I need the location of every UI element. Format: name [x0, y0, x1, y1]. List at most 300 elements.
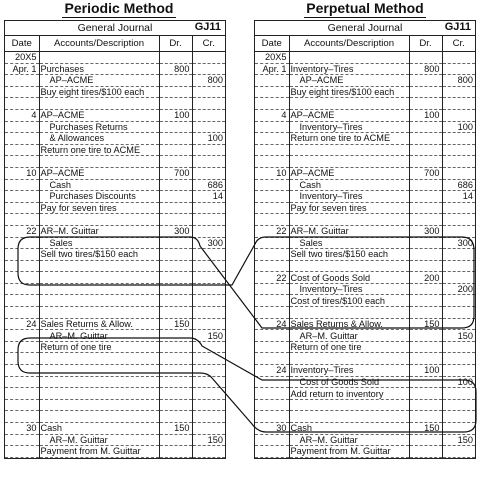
credit-cell — [192, 202, 225, 214]
date-cell — [255, 399, 289, 411]
debit-cell — [409, 341, 442, 353]
journal-row — [255, 191, 475, 203]
debit-cell — [409, 295, 442, 307]
credit-cell — [442, 365, 475, 377]
journal-row — [5, 434, 225, 446]
journal-row — [255, 330, 475, 342]
periodic-journal-table — [5, 36, 225, 458]
journal-row — [5, 446, 225, 458]
account-cell: Sales Returns & Allow. — [39, 318, 159, 330]
journal-row — [255, 423, 475, 435]
credit-cell: 14 — [192, 191, 225, 203]
credit-cell — [192, 365, 225, 377]
date-cell — [255, 307, 289, 319]
journal-row — [255, 109, 475, 121]
credit-cell — [192, 446, 225, 458]
debit-cell — [409, 399, 442, 411]
account-cell: Sales — [289, 237, 409, 249]
date-cell: 10 — [5, 167, 39, 179]
journal-row — [5, 202, 225, 214]
journal-row — [255, 376, 475, 388]
account-cell: Buy eight tires/$100 each — [39, 86, 159, 98]
debit-cell: 300 — [409, 225, 442, 237]
account-cell — [289, 52, 409, 64]
date-cell — [255, 179, 289, 191]
account-cell — [289, 353, 409, 365]
date-cell — [255, 434, 289, 446]
credit-cell: 150 — [442, 330, 475, 342]
credit-cell: 686 — [442, 179, 475, 191]
journal-row — [5, 307, 225, 319]
date-cell — [5, 75, 39, 87]
credit-cell — [192, 167, 225, 179]
debit-cell — [159, 330, 192, 342]
perpetual-journal-body — [255, 52, 475, 458]
date-cell — [5, 249, 39, 261]
debit-cell — [159, 52, 192, 64]
debit-cell — [159, 156, 192, 168]
account-cell: Inventory–Tires — [289, 63, 409, 75]
date-cell — [5, 307, 39, 319]
account-cell — [39, 98, 159, 110]
credit-cell — [442, 399, 475, 411]
date-cell: 24 — [255, 365, 289, 377]
journal-row — [5, 353, 225, 365]
journal-row — [255, 121, 475, 133]
journal-row — [5, 260, 225, 272]
debit-cell: 800 — [159, 63, 192, 75]
credit-cell — [192, 260, 225, 272]
header-row — [5, 36, 225, 52]
date-cell — [255, 283, 289, 295]
date-cell — [5, 98, 39, 110]
journal-row — [255, 75, 475, 87]
debit-cell — [159, 446, 192, 458]
journal-row — [5, 295, 225, 307]
account-cell: Cost of tires/$100 each — [289, 295, 409, 307]
date-cell: 20X5 — [5, 52, 39, 64]
credit-cell — [442, 52, 475, 64]
account-cell — [289, 307, 409, 319]
journal-row — [5, 86, 225, 98]
credit-cell — [442, 156, 475, 168]
date-cell: 24 — [5, 318, 39, 330]
credit-cell: 200 — [442, 283, 475, 295]
credit-cell — [192, 318, 225, 330]
date-cell — [5, 191, 39, 203]
account-cell: Payment from M. Guittar — [289, 446, 409, 458]
credit-cell — [442, 167, 475, 179]
periodic-method-underline — [62, 17, 176, 18]
date-cell: 10 — [255, 167, 289, 179]
credit-cell — [442, 295, 475, 307]
account-cell: Add return to inventory — [289, 388, 409, 400]
credit-cell — [442, 109, 475, 121]
credit-cell — [442, 423, 475, 435]
account-cell — [289, 156, 409, 168]
debit-cell — [159, 341, 192, 353]
date-cell — [5, 295, 39, 307]
journal-row — [255, 156, 475, 168]
debit-cell — [409, 260, 442, 272]
date-cell — [5, 399, 39, 411]
credit-cell — [192, 144, 225, 156]
credit-cell — [192, 411, 225, 423]
credit-cell: 14 — [442, 191, 475, 203]
journal-row — [5, 75, 225, 87]
account-cell — [39, 399, 159, 411]
account-cell: Payment from M. Guittar — [39, 446, 159, 458]
journal-row — [255, 446, 475, 458]
credit-cell: 300 — [442, 237, 475, 249]
account-cell: Inventory–Tires — [289, 283, 409, 295]
date-cell — [255, 237, 289, 249]
account-cell: Pay for seven tires — [289, 202, 409, 214]
credit-cell — [442, 411, 475, 423]
credit-cell — [192, 109, 225, 121]
date-cell: Apr. 1 — [5, 63, 39, 75]
journal-title-bar — [255, 21, 475, 36]
date-cell: 24 — [255, 318, 289, 330]
journal-title: General Journal — [77, 22, 153, 34]
debit-cell — [409, 98, 442, 110]
debit-cell — [409, 191, 442, 203]
credit-cell — [192, 52, 225, 64]
debit-cell — [159, 214, 192, 226]
account-cell: Sales — [39, 237, 159, 249]
journal-row — [255, 353, 475, 365]
date-cell — [5, 446, 39, 458]
account-cell — [39, 376, 159, 388]
credit-cell — [192, 98, 225, 110]
journal-row — [255, 63, 475, 75]
account-cell — [39, 411, 159, 423]
journal-row — [255, 272, 475, 284]
debit-cell — [159, 365, 192, 377]
debit-cell — [159, 283, 192, 295]
journal-row — [5, 225, 225, 237]
debit-cell — [409, 179, 442, 191]
account-cell — [39, 295, 159, 307]
account-cell: Return one tire to ACME — [39, 144, 159, 156]
date-cell — [255, 214, 289, 226]
date-header: Date — [255, 36, 289, 52]
journal-row — [5, 411, 225, 423]
journal-row — [255, 249, 475, 261]
credit-header: Cr. — [442, 36, 475, 52]
account-cell — [39, 283, 159, 295]
account-cell — [289, 144, 409, 156]
debit-cell — [159, 75, 192, 87]
credit-cell — [192, 63, 225, 75]
date-cell — [5, 156, 39, 168]
account-cell: Inventory–Tires — [289, 191, 409, 203]
date-cell — [255, 86, 289, 98]
journal-row — [255, 167, 475, 179]
date-cell — [5, 260, 39, 272]
date-cell — [255, 156, 289, 168]
debit-cell — [409, 353, 442, 365]
credit-cell — [442, 307, 475, 319]
account-cell — [289, 411, 409, 423]
journal-row — [255, 237, 475, 249]
journal-row — [5, 376, 225, 388]
journal-row — [5, 144, 225, 156]
credit-cell — [442, 388, 475, 400]
credit-cell — [442, 341, 475, 353]
account-cell: AP–ACME — [289, 109, 409, 121]
debit-cell: 100 — [409, 109, 442, 121]
debit-cell: 150 — [159, 318, 192, 330]
date-cell — [255, 121, 289, 133]
account-cell: Buy eight tires/$100 each — [289, 86, 409, 98]
debit-cell — [409, 86, 442, 98]
debit-cell — [159, 121, 192, 133]
journal-row — [5, 133, 225, 145]
credit-cell — [442, 214, 475, 226]
journal-row — [255, 388, 475, 400]
account-cell — [39, 388, 159, 400]
credit-cell — [442, 272, 475, 284]
debit-cell: 100 — [409, 365, 442, 377]
perpetual-method-heading: Perpetual Method — [306, 0, 424, 16]
date-cell: Apr. 1 — [255, 63, 289, 75]
journal-row — [255, 179, 475, 191]
journal-row — [255, 411, 475, 423]
date-cell — [255, 388, 289, 400]
journal-row — [255, 295, 475, 307]
account-cell: AR–M. Guittar — [39, 225, 159, 237]
journal-row — [255, 133, 475, 145]
account-cell — [289, 260, 409, 272]
debit-cell: 200 — [409, 272, 442, 284]
date-cell — [5, 283, 39, 295]
credit-cell: 800 — [442, 75, 475, 87]
debit-header: Dr. — [409, 36, 442, 52]
journal-row — [255, 283, 475, 295]
account-cell — [39, 214, 159, 226]
account-cell: AP–ACME — [289, 167, 409, 179]
credit-cell — [442, 249, 475, 261]
journal-code: GJ11 — [444, 21, 471, 33]
credit-cell — [192, 214, 225, 226]
debit-cell — [409, 249, 442, 261]
account-cell: Sell two tires/$150 each — [289, 249, 409, 261]
account-cell: AR–M. Guittar — [289, 434, 409, 446]
account-cell: Return one tire to ACME — [289, 133, 409, 145]
credit-cell — [442, 133, 475, 145]
account-cell: Return of one tire — [39, 341, 159, 353]
debit-cell — [159, 272, 192, 284]
date-cell — [255, 411, 289, 423]
account-cell: Inventory–Tires — [289, 365, 409, 377]
journal-title: General Journal — [327, 22, 403, 34]
credit-cell — [192, 225, 225, 237]
debit-cell — [409, 52, 442, 64]
credit-cell: 800 — [192, 75, 225, 87]
account-cell: Return of one tire — [289, 341, 409, 353]
credit-cell — [442, 86, 475, 98]
credit-cell — [442, 260, 475, 272]
date-cell — [5, 341, 39, 353]
date-cell: 4 — [255, 109, 289, 121]
debit-cell — [409, 144, 442, 156]
credit-cell: 150 — [192, 434, 225, 446]
date-cell — [255, 144, 289, 156]
journal-row — [5, 249, 225, 261]
perpetual-journal — [254, 20, 476, 459]
date-cell — [5, 272, 39, 284]
journal-row — [255, 86, 475, 98]
header-row — [255, 36, 475, 52]
credit-cell — [192, 121, 225, 133]
credit-cell — [192, 423, 225, 435]
account-cell — [39, 52, 159, 64]
debit-cell: 700 — [159, 167, 192, 179]
credit-cell — [192, 341, 225, 353]
date-cell — [255, 249, 289, 261]
debit-cell — [159, 179, 192, 191]
debit-cell — [409, 214, 442, 226]
date-cell: 22 — [5, 225, 39, 237]
credit-cell — [442, 446, 475, 458]
debit-cell — [159, 86, 192, 98]
journal-row — [5, 330, 225, 342]
credit-cell — [442, 318, 475, 330]
account-cell: AP–ACME — [289, 75, 409, 87]
journal-row — [5, 237, 225, 249]
debit-cell — [409, 388, 442, 400]
journal-row — [5, 214, 225, 226]
date-cell — [5, 121, 39, 133]
accounts-header: Accounts/Description — [289, 36, 409, 52]
credit-cell: 100 — [192, 133, 225, 145]
account-cell — [39, 365, 159, 377]
date-cell — [5, 365, 39, 377]
journal-row — [255, 260, 475, 272]
credit-cell — [192, 295, 225, 307]
debit-cell — [409, 330, 442, 342]
date-cell — [5, 388, 39, 400]
debit-header: Dr. — [159, 36, 192, 52]
credit-cell — [442, 202, 475, 214]
journal-row — [5, 167, 225, 179]
journal-row — [5, 156, 225, 168]
journal-row — [255, 214, 475, 226]
date-cell — [5, 434, 39, 446]
account-cell: Inventory–Tires — [289, 121, 409, 133]
debit-cell — [159, 353, 192, 365]
perpetual-journal-table — [255, 36, 475, 458]
date-cell: 22 — [255, 225, 289, 237]
account-cell: Pay for seven tires — [39, 202, 159, 214]
account-cell — [289, 214, 409, 226]
debit-cell — [409, 133, 442, 145]
account-cell: Sell two tires/$150 each — [39, 249, 159, 261]
debit-cell — [409, 446, 442, 458]
date-cell — [5, 133, 39, 145]
journal-row — [5, 63, 225, 75]
account-cell: AR–M. Guittar — [289, 225, 409, 237]
account-cell — [39, 307, 159, 319]
journal-row — [5, 272, 225, 284]
periodic-journal-body — [5, 52, 225, 458]
date-cell: 20X5 — [255, 52, 289, 64]
debit-cell — [159, 307, 192, 319]
date-cell — [5, 86, 39, 98]
journal-row — [255, 341, 475, 353]
credit-cell — [192, 283, 225, 295]
debit-cell — [159, 411, 192, 423]
account-cell: Purchases — [39, 63, 159, 75]
journal-row — [5, 318, 225, 330]
account-cell: Cash — [289, 179, 409, 191]
journal-row — [5, 283, 225, 295]
account-cell — [289, 98, 409, 110]
debit-cell — [409, 376, 442, 388]
journal-row — [255, 98, 475, 110]
credit-cell: 100 — [442, 376, 475, 388]
journal-row — [5, 109, 225, 121]
credit-cell: 686 — [192, 179, 225, 191]
debit-cell — [159, 388, 192, 400]
debit-cell — [409, 75, 442, 87]
account-cell: Cash — [39, 423, 159, 435]
date-cell: 30 — [255, 423, 289, 435]
journal-row — [5, 179, 225, 191]
account-cell: Sales Returns & Allow. — [289, 318, 409, 330]
debit-cell: 150 — [409, 423, 442, 435]
journal-row — [5, 52, 225, 64]
credit-cell: 150 — [192, 330, 225, 342]
date-cell — [255, 202, 289, 214]
account-cell: AP–ACME — [39, 167, 159, 179]
account-cell: Purchases Returns — [39, 121, 159, 133]
date-cell — [255, 191, 289, 203]
debit-cell — [159, 295, 192, 307]
debit-cell — [159, 133, 192, 145]
debit-cell: 150 — [409, 318, 442, 330]
date-header: Date — [5, 36, 39, 52]
journal-row — [255, 318, 475, 330]
date-cell — [5, 376, 39, 388]
debit-cell — [159, 191, 192, 203]
credit-cell — [192, 388, 225, 400]
credit-cell — [192, 249, 225, 261]
account-cell: AR–M. Guittar — [39, 330, 159, 342]
credit-cell: 150 — [442, 434, 475, 446]
credit-cell — [192, 353, 225, 365]
credit-cell — [192, 156, 225, 168]
account-cell: Purchases Discounts — [39, 191, 159, 203]
debit-cell: 100 — [159, 109, 192, 121]
journal-row — [5, 121, 225, 133]
journal-row — [255, 225, 475, 237]
date-cell — [5, 214, 39, 226]
account-cell: AR–M. Guittar — [289, 330, 409, 342]
date-cell — [255, 133, 289, 145]
account-cell — [39, 156, 159, 168]
account-cell: Cost of Goods Sold — [289, 376, 409, 388]
date-cell: 22 — [255, 272, 289, 284]
debit-cell — [409, 411, 442, 423]
date-cell — [255, 376, 289, 388]
journal-row — [255, 399, 475, 411]
debit-cell — [159, 249, 192, 261]
debit-cell — [409, 202, 442, 214]
journal-row — [5, 388, 225, 400]
account-cell: AR–M. Guittar — [39, 434, 159, 446]
